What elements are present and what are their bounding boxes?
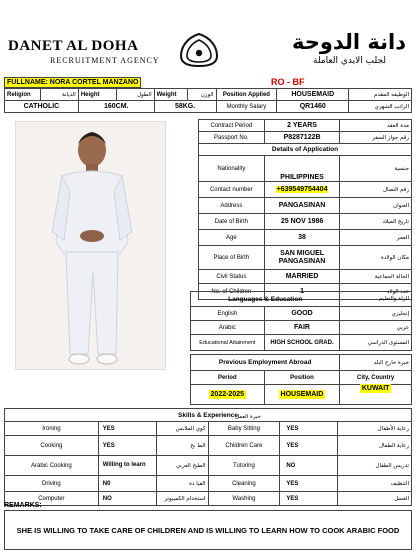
skill-ironing-value: YES <box>98 422 156 436</box>
skills-table <box>4 408 412 506</box>
dob-value: 25 NOV 1986 <box>264 214 340 230</box>
passport-value: P8287122B <box>264 132 340 144</box>
skill-washing-label-ar: الغسل <box>338 492 412 506</box>
address-label: Address <box>199 198 265 214</box>
dob-label-ar: تاريخ الميلاد <box>340 214 412 230</box>
employment-position-header: Position <box>264 371 340 385</box>
weight-value: 58KG. <box>154 101 216 113</box>
position-label: Position Applied <box>216 89 277 101</box>
basic-info-table <box>4 88 412 113</box>
religion-label: Religion <box>5 89 41 101</box>
nationality-label-ar: جنسية <box>340 156 412 182</box>
applicant-code: RO - BF <box>271 77 305 87</box>
skill-arabic-cooking-label: Arabic Cooking <box>5 456 99 476</box>
employment-country-header: City, Country <box>340 371 412 385</box>
skill-babysitting-label: Baby Sitting <box>208 422 280 436</box>
contract-period-label: Contract Period <box>199 120 265 132</box>
skill-ironing-label: Ironing <box>5 422 99 436</box>
remarks-label: REMARKS: <box>4 502 42 509</box>
passport-label-ar: رقم جواز السفر <box>340 132 412 144</box>
languages-table <box>190 291 412 351</box>
education-label-ar: المستوى الدراسي <box>340 335 412 351</box>
arabic-value: FAIR <box>264 321 340 335</box>
arabic-label-ar: عربي <box>340 321 412 335</box>
applicant-figure-icon <box>16 122 166 370</box>
height-value: 160CM. <box>78 101 154 113</box>
children-value: 1 <box>264 284 340 300</box>
nationality-label: Nationality <box>199 156 265 182</box>
skill-childcare-label: Children Care <box>208 436 280 456</box>
children-label: No. of Children <box>199 284 265 300</box>
contract-period-label-ar: مدة العقد <box>340 120 412 132</box>
contact-value: +639549754404 <box>276 186 328 193</box>
weight-label-ar: الوزن <box>187 89 216 101</box>
contact-label-ar: رقم التصال <box>340 182 412 198</box>
age-label: Age <box>199 230 265 246</box>
skill-arabic-cooking-label-ar: الطبخ العربي <box>156 456 208 476</box>
address-label-ar: العنوان <box>340 198 412 214</box>
skill-arabic-cooking-value: Willing to learn <box>98 456 156 476</box>
religion-label-ar: الديانة <box>40 89 78 101</box>
english-label: English <box>191 307 265 321</box>
children-label-ar: عدد الولاد <box>340 284 412 300</box>
skill-driving-label: Driving <box>5 476 99 492</box>
education-value: HIGH SCHOOL GRAD. <box>264 335 340 351</box>
weight-label: Weight <box>154 89 187 101</box>
employment-title: Previous Employment Abroad <box>191 355 340 371</box>
birthplace-label-ar: مكان الولادة <box>340 246 412 270</box>
dob-label: Date of Birth <box>199 214 265 230</box>
skill-tutoring-value: NO <box>280 456 338 476</box>
skills-title: Skills & Experience <box>178 411 238 419</box>
brand-subtitle-en: RECRUITMENT AGENCY <box>50 56 160 65</box>
position-value: HOUSEMAID <box>277 89 349 101</box>
skill-babysitting-label-ar: رعاية الأطفال <box>338 422 412 436</box>
skill-babysitting-value: YES <box>280 422 338 436</box>
arabic-label: Arabic <box>191 321 265 335</box>
details-table <box>198 119 412 300</box>
civil-status-label-ar: الحالة الجماعية <box>340 270 412 284</box>
skill-cleaning-label-ar: التنظيف <box>338 476 412 492</box>
letterhead <box>0 0 416 72</box>
nationality-value: PHILIPPINES <box>264 156 340 182</box>
skill-washing-label: Washing <box>208 492 280 506</box>
civil-status-value: MARRIED <box>264 270 340 284</box>
age-value: 38 <box>264 230 340 246</box>
salary-label: Monthly Salary <box>216 101 277 113</box>
skill-driving-value: N0 <box>98 476 156 492</box>
english-label-ar: إنجليزي <box>340 307 412 321</box>
birthplace-value: SAN MIGUEL PANGASINAN <box>264 246 340 270</box>
employment-period-value: 2022-2025 <box>210 391 245 398</box>
employment-country-value: KUWAIT <box>361 385 390 392</box>
birthplace-label: Place of Birth <box>199 246 265 270</box>
skill-childcare-label-ar: رعاية الطفال <box>338 436 412 456</box>
skill-childcare-value: YES <box>280 436 338 456</box>
skill-ironing-label-ar: كوي الملابس <box>156 422 208 436</box>
brand-name-en: DANET AL DOHA <box>8 38 139 54</box>
religion-value: CATHOLIC <box>5 101 79 113</box>
fullname-value: NORA CORTEL MANZANO <box>49 79 139 86</box>
height-label: Height <box>78 89 116 101</box>
skill-cleaning-label: Cleaning <box>208 476 280 492</box>
skills-title-cell <box>5 409 412 422</box>
employment-period-header: Period <box>191 371 265 385</box>
skill-tutoring-label-ar: تدريس الطفال <box>338 456 412 476</box>
skill-washing-value: YES <box>280 492 338 506</box>
brand-name-ar: دانة الدوحة <box>291 30 406 54</box>
details-title: Details of Application <box>199 144 412 156</box>
skill-cooking-label: Cooking <box>5 436 99 456</box>
education-label: Educational Attainment <box>191 335 265 351</box>
skill-computer-label-ar: استخدام الكمبيوتر <box>156 492 208 506</box>
skills-title-ar: خبرة العمل <box>235 414 261 420</box>
remarks-text: SHE IS WILLING TO TAKE CARE OF CHILDREN AND IS WILLING TO LEARN HOW TO COOK ARABIC FOOD <box>4 510 412 550</box>
contract-period-value: 2 YEARS <box>264 120 340 132</box>
age-label-ar: العمر <box>340 230 412 246</box>
employment-title-ar: خبرة خارج البلد <box>340 355 412 371</box>
brand-subtitle-ar: لجلب الايدي العاملة <box>313 56 386 66</box>
employment-table <box>190 354 412 405</box>
salary-value: QR1460 <box>277 101 349 113</box>
civil-status-label: Civil Status <box>199 270 265 284</box>
fullname-row <box>4 77 412 88</box>
employment-position-value: HOUSEMAID <box>280 391 324 398</box>
skill-driving-label-ar: القيا دة <box>156 476 208 492</box>
languages-title-ar: الزلة والتعليم <box>340 292 412 307</box>
passport-label: Passport No. <box>199 132 265 144</box>
salary-label-ar: الراتب الشهري <box>349 101 412 113</box>
height-label-ar: الطول <box>116 89 154 101</box>
position-label-ar: الوظيفه المقدم <box>349 89 412 101</box>
agency-logo-icon <box>178 32 220 68</box>
applicant-photo <box>15 121 166 370</box>
skill-computer-value: NO <box>98 492 156 506</box>
skill-computer-label: Computer <box>5 492 99 506</box>
address-value: PANGASINAN <box>264 198 340 214</box>
english-value: GOOD <box>264 307 340 321</box>
skill-cleaning-value: YES <box>280 476 338 492</box>
contact-label: Contact number <box>199 182 265 198</box>
languages-title: Languages & Education <box>191 292 340 307</box>
skill-cooking-label-ar: الط بخ <box>156 436 208 456</box>
fullname-field: FULLNAME: NORA CORTEL MANZANO <box>4 77 141 88</box>
skill-tutoring-label: Tutoring <box>208 456 280 476</box>
skill-cooking-value: YES <box>98 436 156 456</box>
